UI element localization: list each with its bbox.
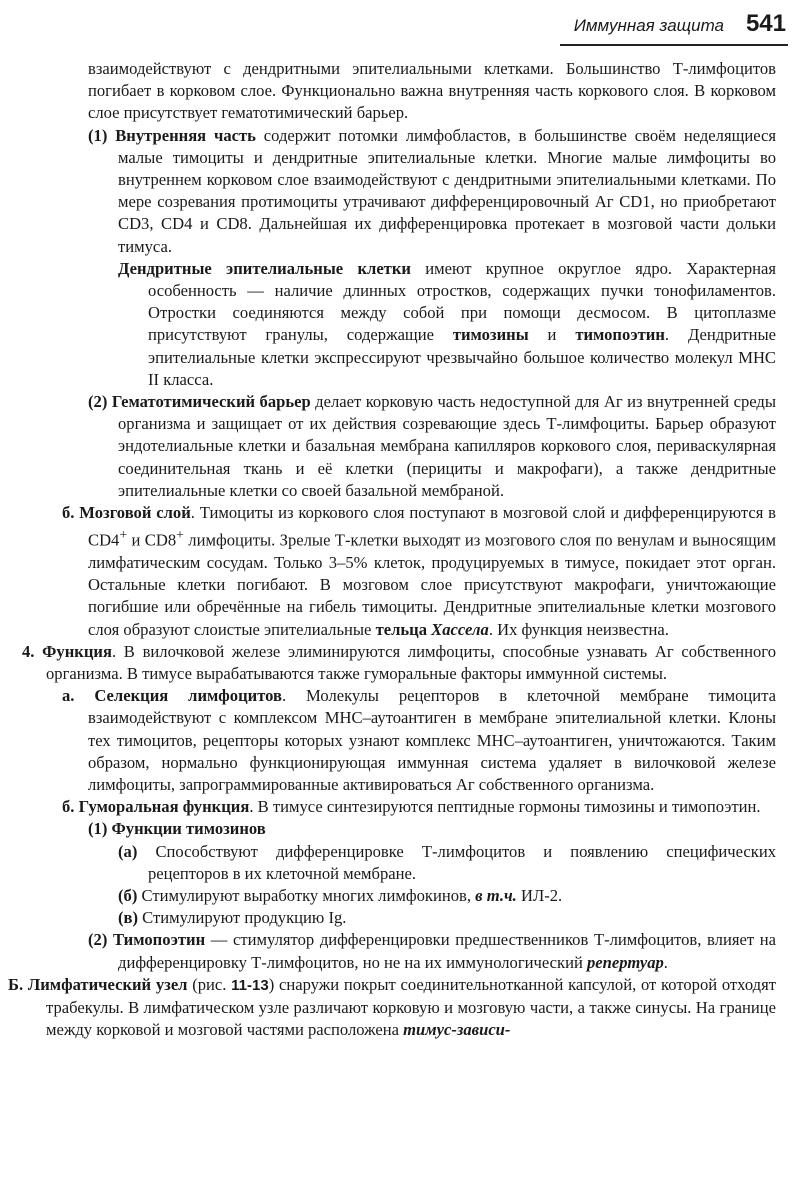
item-marker: (1) [88, 819, 108, 839]
page-body [0, 58, 796, 1041]
term-hassall-name: Хассела [431, 619, 489, 639]
term-inner-part: Внутренняя часть [115, 125, 256, 145]
dendritic-text-end: . Дендритные эпителиальные клетки экспрессируют чрезвычайно большое количество молекул MHC II класса. [148, 325, 776, 389]
page-number: 541 [745, 10, 786, 37]
running-title: Иммунная защита [573, 16, 724, 35]
intro-paragraph [0, 58, 796, 125]
medulla-text: лимфоциты. Зрелые Т-клетки выходят из мозгового слоя по венулам и выносящим лимфатическим сосудам. Только 3–5% клеток, продуцируемых в тимусе, покидает этот орган. Остальные клетки погибают. В мозговом слое присутствуют макрофаги, уничтожающие погибшие или обречённые на гибель тимоциты. Дендритные эпителиальные клетки мозгового слоя образуют слоистые эпителиальные [88, 530, 776, 639]
item-marker: (б) [118, 886, 138, 906]
thymopoietin-text-end: . [663, 952, 668, 972]
item-marker: (а) [118, 841, 138, 861]
thymosin-item-a [0, 841, 796, 885]
header-rule [560, 44, 788, 46]
item-text: Стимулируют выработку многих лимфокинов, [141, 886, 476, 906]
thymosin-item-c [0, 907, 796, 929]
selection-text: . Молекулы рецепторов в клеточной мембране тимоцита взаимодействуют с комплексом MHC–аутоантиген в мембране эпителиальной клетки. Клоны тех тимоцитов, рецепторы которых узнают комплекс MHC–аутоантиген, уничтожаются. Таким образом, нормально функционирующая иммунная система удаляет в вилочковой железе лимфоциты, запрограммированные активироваться Аг собственного организма. [88, 686, 777, 795]
dendritic-text: имеют крупное округлое ядро. Характерная особенность — наличие длинных отростков, содержащих пучки тонофиламентов. Отростки соединяются между собой при помощи десмосом. В цитоплазме присутствуют гранулы, содержащие [148, 258, 777, 345]
medulla-paragraph [0, 502, 796, 641]
medulla-text-end: . Их функция неизвестна. [488, 619, 669, 639]
term-medulla: Мозговой слой [79, 503, 191, 523]
term-thymopoietin: тимопоэтин [575, 325, 665, 345]
intro-text: взаимодействуют с дендритными эпителиальными клетками. Большинство Т-лимфоцитов погибает в корковом слое. Функционально важна внутренняя часть коркового слоя. В корковом слое присутствует гематотимический барьер. [88, 59, 776, 123]
term-humoral: Гуморальная функция [78, 797, 250, 817]
term-hassall: тельца [375, 619, 432, 639]
lymph-node-text: снаружи покрыт соединительнотканной капсулой, от которой отходят трабекулы. В лимфатическом узле различают корковую и мозговую части, а также синусы. На границе между корковой и мозговой частями расположена [46, 974, 776, 1040]
figure-ref-close: ) [268, 974, 275, 994]
thymopoietin-paragraph [0, 929, 796, 973]
item-marker: (2) [88, 392, 108, 412]
item-text: Стимулируют продукцию Ig. [142, 908, 347, 928]
lymph-node-paragraph [0, 974, 796, 1042]
superscript: + [119, 527, 128, 543]
figure-ref: 11-13 [231, 976, 269, 994]
item-text: Способствуют дифференцировке Т-лимфоцитов и появлению специфических рецепторов в их клеточной мембране. [148, 841, 776, 883]
item-marker: 4. [22, 641, 35, 661]
thymopoietin-text: — стимулятор дифференцировки предшественников Т-лимфоцитов, влияет на дифференцировку Т-лимфоцитов, но не на их иммунологический [118, 930, 776, 972]
medulla-text: и CD8 [127, 530, 177, 550]
superscript: + [176, 527, 184, 543]
abbrev: в т.ч. [475, 886, 517, 906]
thymosin-item-b [0, 885, 796, 907]
page-header [0, 6, 796, 46]
term-dendritic-cells: Дендритные эпителиальные клетки [118, 258, 411, 278]
function-text: . В вилочковой железе элиминируются лимфоциты, способные узнавать Аг собственного организма. В тимусе вырабатываются также гуморальные факторы иммунной системы. [46, 641, 776, 684]
barrier-paragraph [0, 391, 796, 502]
term-barrier: Гематотимический барьер [111, 392, 311, 412]
selection-paragraph [0, 685, 796, 796]
inner-part-paragraph [0, 125, 796, 258]
term-repertoire: репертуар [587, 952, 664, 972]
term-selection: Селекция лимфоцитов [94, 686, 282, 706]
item-marker: а. [62, 686, 75, 706]
item-marker: (1) [88, 125, 108, 145]
term-function: Функция [42, 641, 112, 661]
item-marker: (в) [118, 908, 139, 928]
item-marker: (2) [88, 930, 108, 950]
term-thymopoietin: Тимопоэтин [113, 930, 206, 950]
term-lymph-node: Лимфатический узел [27, 974, 188, 994]
term-thymosin-functions: Функции тимозинов [111, 819, 266, 839]
conjunction: и [528, 325, 576, 345]
medulla-text: . Тимоциты из коркового слоя поступают в мозговой слой и дифференцируются в CD4 [88, 503, 776, 550]
inner-part-text: содержит потомки лимфобластов, в большинстве своём неделящиеся малые тимоциты и дендритные эпителиальные клетки. Многие малые лимфоциты во внутреннем корковом слое взаимодействуют с дендритными эпителиальными клетками. По мере созревания протимоциты утрачивают дифференцировочный Аг CD1, но приобретают CD3, CD4 и CD8. Дальнейшая их дифференцировка протекает в мозговой части дольки тимуса. [118, 125, 777, 256]
humoral-paragraph [0, 796, 796, 818]
barrier-text: делает корковую часть недоступной для Аг из внутренней среды организма и защищает от их действия созревающие здесь Т-лимфоциты. Барьер образуют эндотелиальные клетки и базальная мембрана капилляров коркового слоя, периваскулярная соединительная ткань и её клетки (перициты и макрофаги), а также дендритные эпителиальные клетки со своей базальной мембраной. [118, 392, 776, 500]
item-marker: Б. [8, 974, 24, 994]
term-thymosins: тимозины [452, 325, 529, 345]
term-thymus-dependent: тимус-зависи- [403, 1020, 511, 1040]
item-marker: б. [62, 797, 75, 817]
item-marker: б. [62, 503, 75, 523]
thymosin-functions-heading [0, 818, 796, 840]
dendritic-cells-paragraph [0, 258, 796, 391]
humoral-text: . В тимусе синтезируются пептидные гормоны тимозины и тимопоэтин. [249, 797, 761, 817]
figure-ref-open: (рис. [187, 974, 232, 994]
function-paragraph [0, 641, 796, 685]
item-text-end: ИЛ-2. [516, 886, 563, 906]
